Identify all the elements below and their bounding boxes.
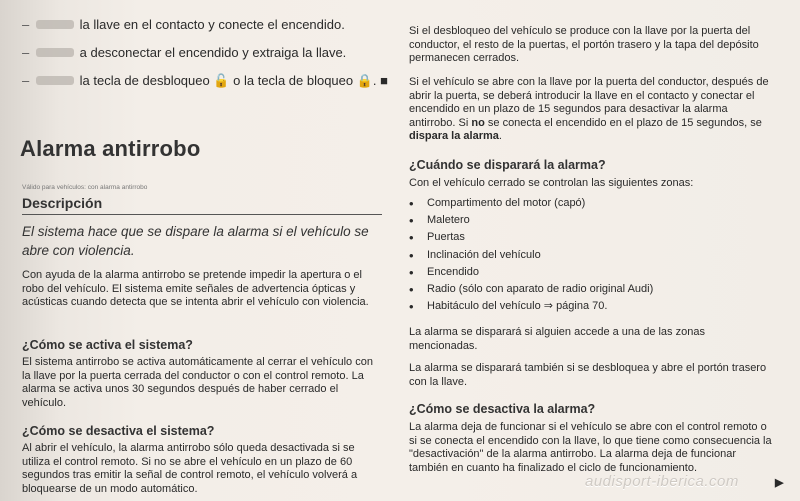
bullet-icon: • bbox=[409, 247, 414, 263]
bullet-icon: • bbox=[409, 281, 414, 297]
intro-text: El sistema hace que se dispare la alarma si el vehículo se abre con violencia. bbox=[22, 224, 369, 258]
list-item-text: Compartimento del motor (capó) bbox=[427, 197, 586, 209]
list-item-text: Inclinación del vehículo bbox=[427, 248, 541, 261]
faded-word bbox=[36, 76, 74, 85]
paragraph: Al abrir el vehículo, la alarma antirrobo sólo queda desactivada si se utiliza el control remoto. Si no se abre el vehículo en un plazo de 60 segundos tras emitir la señal de control remoto, el vehículo volverá a bloquearse de un modo automático. bbox=[22, 442, 358, 495]
section-heading: Alarma antirrobo bbox=[20, 136, 201, 161]
paragraph: La alarma se disparará también si se desbloquea y abre el portón trasero con la llave. bbox=[409, 362, 767, 388]
list-item bbox=[409, 300, 769, 313]
dash-marker: – bbox=[22, 73, 30, 88]
list-item-text: Puertas bbox=[427, 231, 465, 244]
list-item-text: Radio (sólo con aparato de radio original Audi) bbox=[427, 282, 654, 295]
question-heading: ¿Cómo se desactiva la alarma? bbox=[409, 402, 596, 416]
list-item-text: Habitáculo del vehículo ⇒ página 70. bbox=[427, 300, 608, 313]
paragraph: La alarma se disparará si alguien accede a una de las zonas mencionadas. bbox=[409, 326, 705, 352]
faded-word bbox=[36, 48, 74, 57]
question-heading: ¿Cómo se activa el sistema? bbox=[22, 338, 193, 352]
faded-word bbox=[36, 20, 74, 29]
list-item bbox=[409, 214, 769, 227]
paragraph: Con el vehículo cerrado se controlan las siguientes zonas: bbox=[409, 177, 694, 189]
bullet-icon: • bbox=[409, 196, 414, 211]
bullet-icon: • bbox=[409, 230, 414, 246]
bullet-icon: • bbox=[409, 299, 414, 315]
zones-list bbox=[409, 197, 769, 317]
paragraph: Con ayuda de la alarma antirrobo se pretende impedir la apertura o el robo del vehículo. El sistema emite señales de advertencia ópticas y acústicas cuando detecta que se intenta abrir el vehículo con violencia. bbox=[22, 269, 369, 309]
paragraph: Si el vehículo se abre con la llave por la puerta del conductor, después de abrir la puerta, se deberá introducir la llave en el contacto y conectar el encendido en un plazo de 15 segundos para desactivar la alarma antirrobo. Si no se conecta el encendido en el plazo de 15 segundos, se dispara la alarma. bbox=[409, 76, 769, 143]
step-text: la llave en el contacto y conecte el encendido. bbox=[79, 17, 345, 32]
list-item bbox=[409, 283, 769, 296]
list-item bbox=[409, 249, 769, 262]
bullet-icon: • bbox=[409, 213, 414, 229]
list-item bbox=[409, 197, 769, 210]
paragraph: La alarma deja de funcionar si el vehículo se abre con el control remoto o si se conecta el encendido con la llave, lo que tiene como consecuencia la "desactivación" de la alarma antirrobo. La alarma deja de funcionar también en cuanto ha finalizado el ciclo de funcionamiento. bbox=[409, 421, 772, 474]
dash-marker: – bbox=[22, 17, 30, 32]
bullet-icon: • bbox=[409, 264, 414, 280]
subsection-heading: Descripción bbox=[22, 195, 103, 211]
instruction-steps bbox=[22, 18, 392, 102]
paragraph: El sistema antirrobo se activa automáticamente al cerrar el vehículo con la llave por la puerta cerrada del conductor o con el control remoto. La alarma se activa unos 30 segundos después de haber cerrado el vehículo. bbox=[22, 356, 373, 409]
step-text: la tecla de desbloqueo 🔓 o la tecla de bloqueo 🔒. ■ bbox=[79, 73, 388, 88]
paragraph-part: Si el vehículo se abre con la llave por la puerta del conductor, después de abrir la puerta, se deberá introducir la llave en el contacto y conectar el encendido en un plazo de 15 segundos para desactivar la alarma antirrobo. Si bbox=[409, 76, 769, 129]
list-item bbox=[409, 231, 769, 244]
continue-arrow-icon: ▶ bbox=[775, 477, 784, 489]
paragraph-part: se conecta el encendido en el plazo de 15 segundos, se bbox=[487, 116, 762, 129]
step-text: a desconectar el encendido y extraiga la llave. bbox=[79, 45, 347, 60]
heading-rule bbox=[22, 214, 382, 215]
bold-text: no bbox=[471, 116, 485, 129]
bold-text: dispara la alarma bbox=[409, 130, 499, 143]
question-heading: ¿Cómo se desactiva el sistema? bbox=[22, 424, 215, 438]
dash-marker: – bbox=[22, 45, 30, 60]
step-item bbox=[22, 74, 392, 88]
step-item bbox=[22, 46, 392, 60]
watermark: audisport-iberica.com bbox=[585, 473, 739, 490]
list-item-text: Maletero bbox=[427, 214, 470, 227]
list-item bbox=[409, 266, 769, 279]
step-item bbox=[22, 18, 392, 32]
paragraph: Si el desbloqueo del vehículo se produce con la llave por la puerta del conductor, el resto de la puertas, el portón trasero y la tapa del depósito permanecen cerrados. bbox=[409, 25, 759, 65]
validity-note: Válido para vehículos: con alarma antirrobo bbox=[22, 184, 148, 191]
question-heading: ¿Cuándo se disparará la alarma? bbox=[409, 158, 606, 172]
list-item-text: Encendido bbox=[427, 265, 479, 278]
